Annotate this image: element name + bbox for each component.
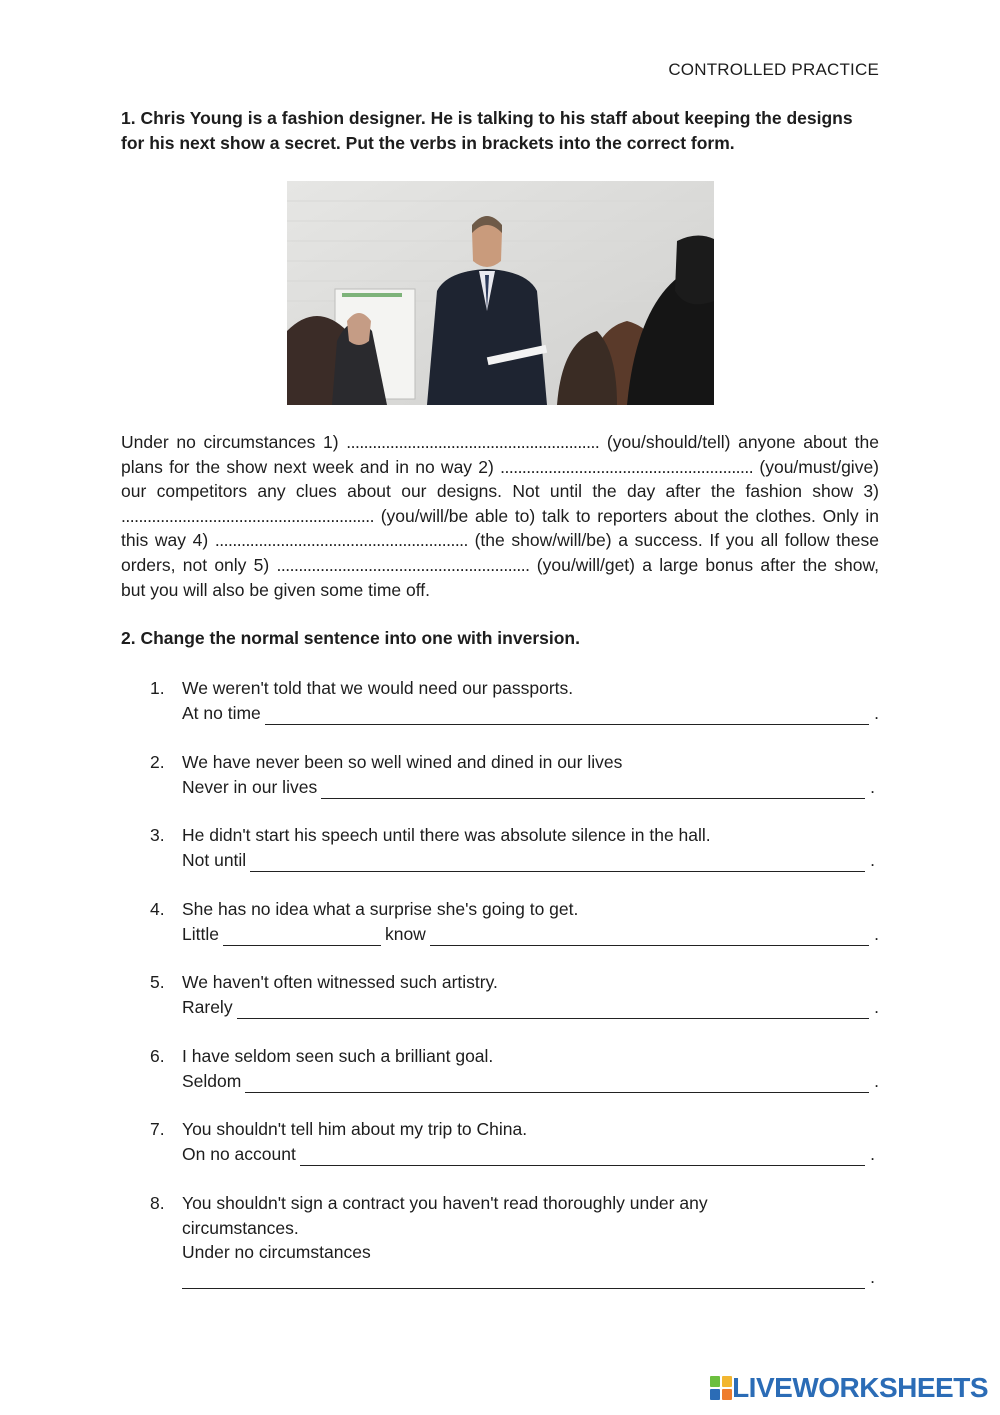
item-prompt: Rarely — [182, 996, 233, 1017]
item-sentence: You shouldn't tell him about my trip to China. — [182, 1119, 528, 1139]
paragraph-text: (you/must/give) our competitors any clues about our designs. Not until the day after the fashion show 3) — [121, 456, 879, 502]
section-1-title: 1. Chris Young is a fashion designer. He is talking to his staff about keeping the designs for his next show a secret. Put the verbs in brackets into the correct form. — [121, 108, 853, 153]
item-number: 4. — [150, 899, 165, 919]
answer-blank-8[interactable] — [182, 1270, 865, 1289]
paragraph-text: Under no circumstances 1) — [121, 432, 347, 452]
item-sentence: We weren't told that we would need our passports. — [182, 678, 574, 698]
item-number: 5. — [150, 972, 165, 992]
presentation-photo — [287, 181, 714, 405]
end-mark: . — [874, 1070, 879, 1091]
answer-blank-2[interactable] — [321, 780, 865, 799]
item-prompt: Little — [182, 923, 219, 944]
gap-2[interactable]: .......................................................... — [500, 456, 754, 477]
item-prompt: At no time — [182, 702, 261, 723]
item-sentence: We have never been so well wined and dined in our lives — [182, 752, 623, 772]
liveworksheets-logo — [710, 1372, 988, 1404]
end-mark: . — [870, 1143, 875, 1164]
exercise-paragraph — [121, 430, 879, 602]
item-number: 1. — [150, 678, 165, 698]
end-mark: . — [870, 1266, 875, 1287]
paragraph-text: (the show/will/be) a success. If you all follow these orders, not only 5) — [121, 530, 879, 575]
answer-blank-1[interactable] — [265, 706, 869, 725]
answer-blank-3[interactable] — [250, 853, 865, 872]
gap-4[interactable]: .......................................................... — [214, 530, 468, 551]
gap-3[interactable]: .......................................................... — [121, 505, 374, 526]
item-number: 7. — [150, 1119, 165, 1139]
item-number: 8. — [150, 1193, 165, 1213]
logo-icon — [710, 1376, 732, 1400]
section-2-title: 2. Change the normal sentence into one with inversion. — [121, 628, 580, 648]
answer-blank-5[interactable] — [237, 1000, 870, 1019]
item-prompt-2: know — [384, 923, 426, 944]
item-prompt: On no account — [182, 1143, 296, 1164]
paragraph-text: (you/should/tell) anyone about the plans for the show next week and in no way 2) — [121, 432, 879, 477]
answer-blank-6[interactable] — [245, 1074, 869, 1093]
end-mark: . — [870, 849, 875, 870]
answer-blank-4b[interactable] — [430, 927, 869, 946]
item-sentence: I have seldom seen such a brilliant goal. — [182, 1046, 494, 1066]
item-sentence: We haven't often witnessed such artistry. — [182, 972, 498, 992]
logo-text: LIVEWORKSHEETS — [732, 1372, 988, 1403]
answer-blank-7[interactable] — [300, 1147, 865, 1166]
end-mark: . — [874, 996, 879, 1017]
item-prompt: Seldom — [182, 1070, 242, 1091]
paragraph-text: (you/will/be able to) talk to reporters about the clothes. Only in this way 4) — [121, 505, 879, 551]
page-header: CONTROLLED PRACTICE — [668, 60, 879, 79]
end-mark: . — [874, 702, 879, 723]
gap-1[interactable]: .......................................................... — [346, 432, 600, 452]
paragraph-text: (you/will/get) a large bonus after the show, but you will also be given some time off. — [121, 554, 879, 600]
item-sentence: She has no idea what a surprise she's going to get. — [182, 899, 579, 919]
end-mark: . — [870, 776, 875, 797]
item-prompt: Not until — [182, 849, 247, 870]
item-prompt: Under no circumstances — [182, 1242, 371, 1263]
gap-5[interactable]: .......................................................... — [276, 554, 530, 575]
answer-blank-4a[interactable] — [223, 927, 381, 946]
item-number: 2. — [150, 752, 165, 772]
end-mark: . — [874, 923, 879, 944]
item-number: 3. — [150, 825, 165, 845]
item-sentence: You shouldn't sign a contract you haven't read thoroughly under any circumstances. — [182, 1193, 708, 1238]
item-prompt: Never in our lives — [182, 776, 318, 797]
item-number: 6. — [150, 1046, 165, 1066]
item-sentence: He didn't start his speech until there was absolute silence in the hall. — [182, 825, 711, 845]
